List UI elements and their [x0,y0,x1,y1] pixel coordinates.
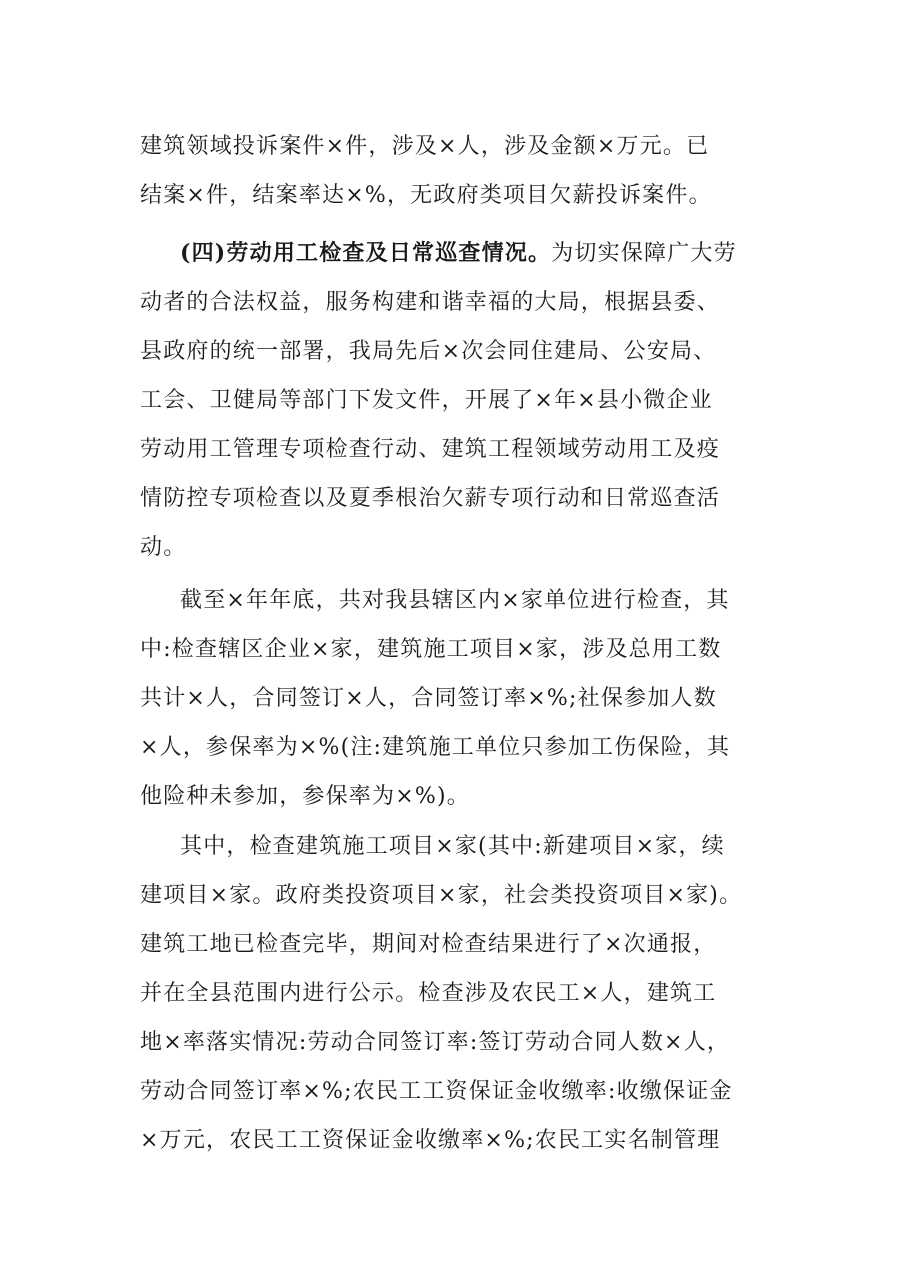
text-line: 并在全县范围内进行公示。检查涉及农民工×人，建筑工 [140,981,717,1006]
text-line: 工会、卫健局等部门下发文件，开展了×年×县小微企业 [140,388,713,413]
text-line: ×万元，农民工工资保证金收缴率×%;农民工实名制管理 [140,1128,721,1153]
text-line: 其中，检查建筑施工项目×家(其中:新建项目×家，续 [180,834,725,859]
text-line: 建筑工地已检查完毕，期间对检查结果进行了×次通报， [140,932,717,957]
paragraph-construction-projects [140,822,780,1165]
text-line: 建筑领域投诉案件×件，涉及×人，涉及金额×万元。已 [140,134,710,159]
text-line: ×人，参保率为×%(注:建筑施工单位只参加工伤保险，其 [140,735,731,760]
section-heading: (四)劳动用工检查及日常巡查情况。 [180,240,552,266]
text-line: 动者的合法权益，服务构建和谐幸福的大局，根据县委、 [140,290,721,315]
text-line: 建项目×家。政府类投资项目×家，社会类投资项目×家)。 [140,883,743,908]
text-line: 县政府的统一部署，我局先后×次会同住建局、公安局、 [140,339,717,364]
paragraph-complaints-summary [140,122,780,220]
text-line: 地×率落实情况:劳动合同签订率:签订劳动合同人数×人， [140,1030,731,1055]
text-line: 劳动合同签订率×%;农民工工资保证金收缴率:收缴保证金 [140,1079,733,1104]
text-line: 他险种未参加，参保率为×%)。 [140,784,470,809]
text-line: 结案×件，结案率达×%，无政府类项目欠薪投诉案件。 [140,183,712,208]
text-line: 共计×人，合同签订×人，合同签订率×%;社保参加人数 [140,686,717,711]
text-line: 劳动用工管理专项检查行动、建筑工程领域劳动用工及疫 [140,437,721,462]
text-line: 截至×年年底，共对我县辖区内×家单位进行检查，其 [180,588,730,613]
text-line: 动。 [140,535,187,560]
text-line: 情防控专项检查以及夏季根治欠薪专项行动和日常巡查活 [140,486,721,511]
text-line: 中:检查辖区企业×家，建筑施工项目×家，涉及总用工数 [140,637,722,662]
paragraph-labor-inspection [140,229,780,572]
text-line [140,229,780,278]
paragraph-inspection-totals [140,576,780,821]
text-run: 为切实保障广大劳 [551,241,737,266]
